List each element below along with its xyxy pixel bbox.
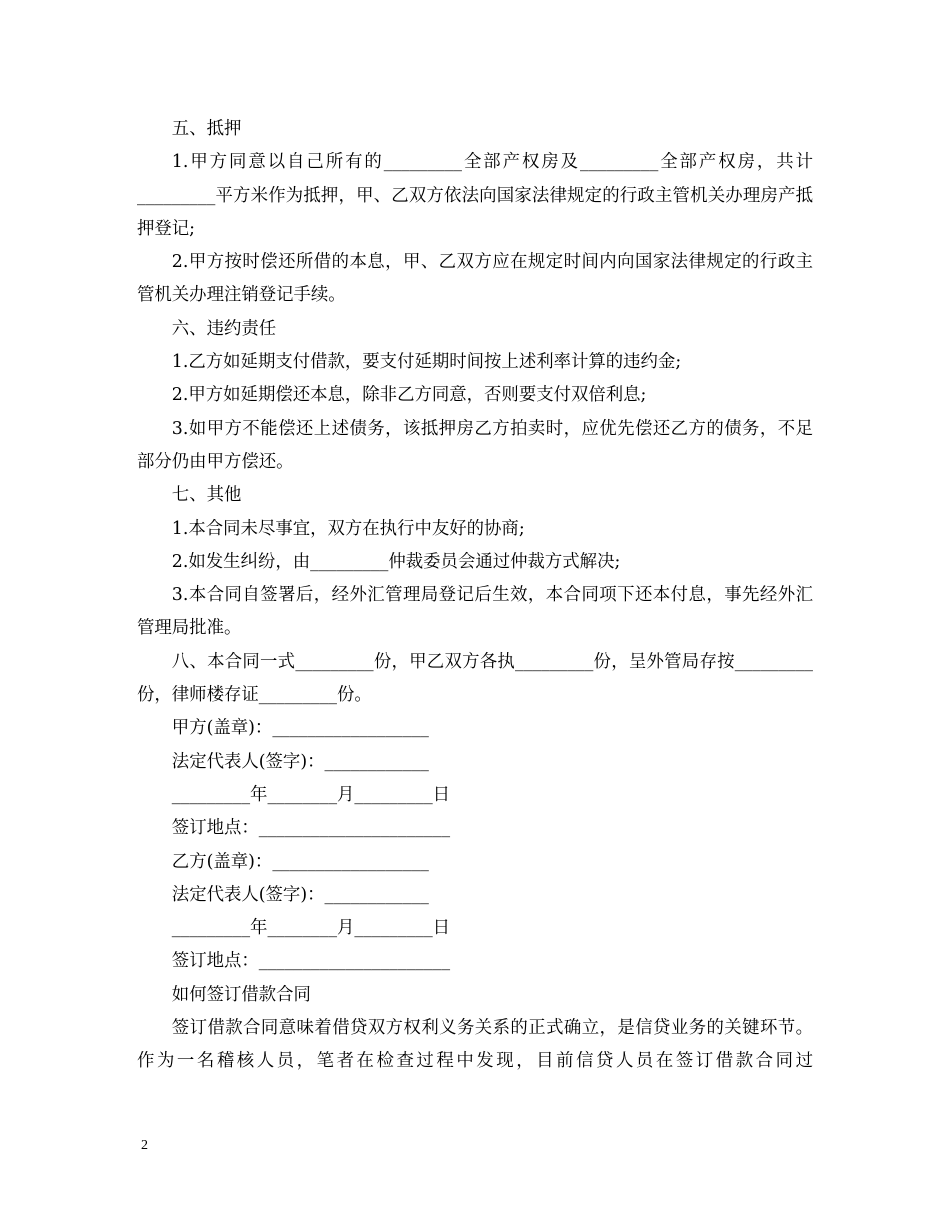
document-body <box>137 113 813 1079</box>
paragraph: 1.本合同未尽事宜，双方在执行中友好的协商; <box>171 518 525 539</box>
paragraph: 3.如甲方不能偿还上述债务，该抵押房乙方拍卖时，应优先偿还乙方的债务，不足部分仍由甲方偿还。 <box>137 418 813 472</box>
party-a-representative-line: 法定代表人(签字)：____________ <box>171 751 429 772</box>
paragraph: 1.乙方如延期支付借款，要支付延期时间按上述利率计算的违约金; <box>171 352 682 373</box>
paragraph: 2.如发生纠纷，由_________仲裁委员会通过仲裁方式解决; <box>171 551 621 572</box>
section-heading-mortgage: 五、抵押 <box>171 119 242 139</box>
party-b-representative-line: 法定代表人(签字)：____________ <box>171 884 429 905</box>
party-a-date-line: _________年________月_________日 <box>171 784 451 805</box>
page-number: 2 <box>141 1138 148 1153</box>
paragraph: 2.甲方如延期偿还本息，除非乙方同意，否则要支付双倍利息; <box>171 385 647 406</box>
paragraph: 签订借款合同意味着借贷双方权利义务关系的正式确立，是信贷业务的关键环节。作为一名稽核人员，笔者在检查过程中发现，目前信贷人员在签订借款合同过 <box>137 1018 813 1072</box>
section-heading-breach: 六、违约责任 <box>171 318 277 339</box>
party-a-place-line: 签订地点：______________________ <box>171 818 451 839</box>
party-b-date-line: _________年________月_________日 <box>171 918 451 939</box>
paragraph: 2.甲方按时偿还所借的本息，甲、乙双方应在规定时间内向国家法律规定的行政主管机关办理注销登记手续。 <box>137 252 813 306</box>
party-a-seal-line: 甲方(盖章)：__________________ <box>171 718 429 739</box>
section-heading-other: 七、其他 <box>171 485 242 506</box>
paragraph: 3.本合同自签署后，经外汇管理局登记后生效，本合同项下还本付息，事先经外汇管理局批准。 <box>137 585 813 639</box>
article-title: 如何签订借款合同 <box>171 984 311 1005</box>
party-b-place-line: 签订地点：______________________ <box>171 951 451 972</box>
paragraph: 1.甲方同意以自己所有的_________全部产权房及_________全部产权房，共计_________平方米作为抵押，甲、乙双方依法向国家法律规定的行政主管机关办理房产抵押登记; <box>137 152 813 239</box>
section-copies: 八、本合同一式_________份，甲乙双方各执_________份，呈外管局存按_________份，律师楼存证_________份。 <box>137 651 813 706</box>
party-b-seal-line: 乙方(盖章)：__________________ <box>171 851 429 872</box>
